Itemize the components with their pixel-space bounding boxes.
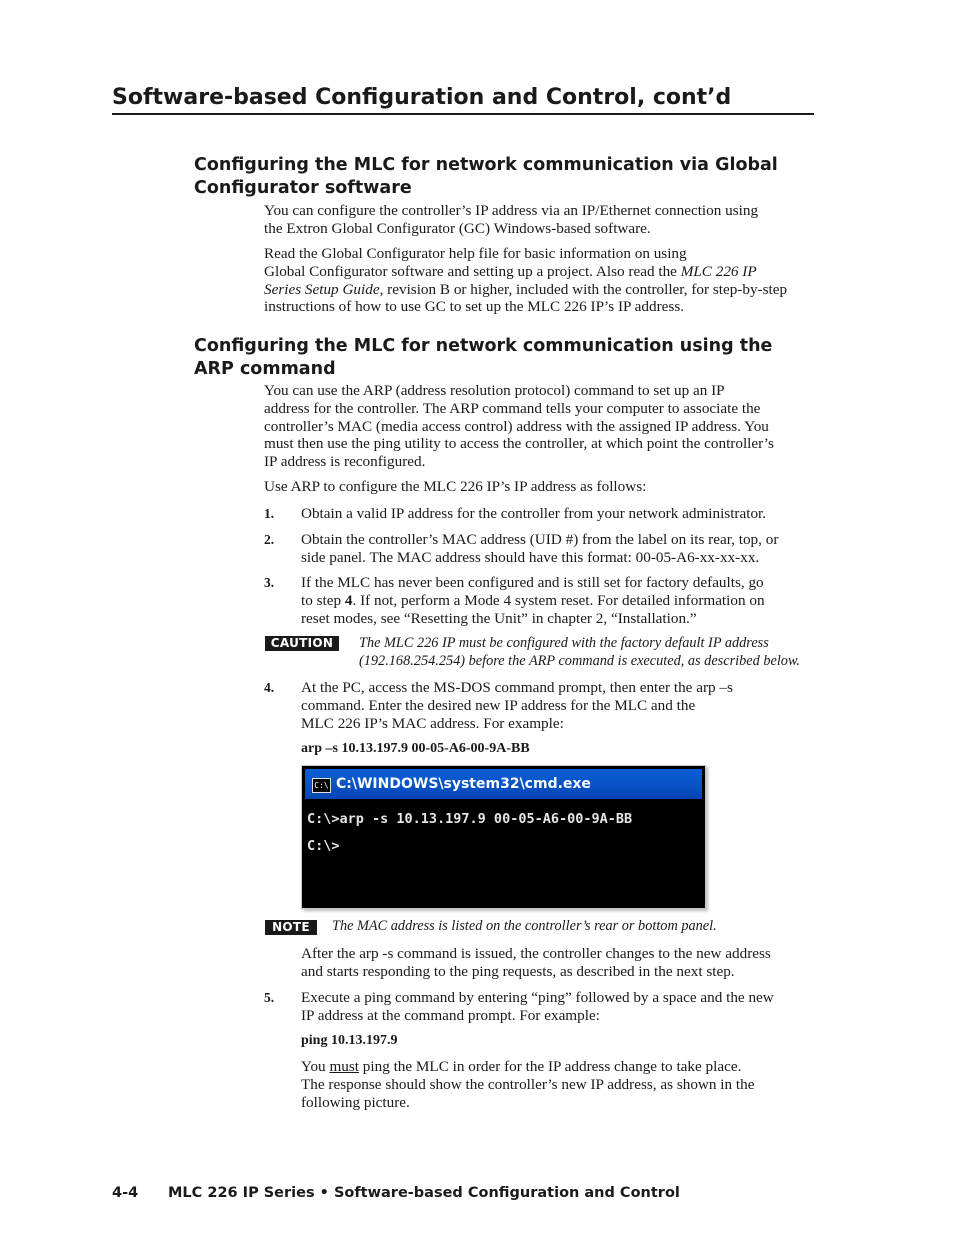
text-line: must then use the ping utility to access the controller, at which point the controller’s — [264, 435, 774, 453]
step-1-text: Obtain a valid IP address for the controller from your network administrator. — [301, 505, 767, 522]
must-underlined: must — [329, 1058, 359, 1075]
text-line: Obtain the controller’s MAC address (UID #) from the label on its rear, top, or — [301, 531, 779, 548]
ping-example-command: ping 10.13.197.9 — [301, 1033, 398, 1048]
text-line: controller’s MAC (media access control) address with the assigned IP address. You — [264, 417, 769, 435]
text-span: , revision B or higher, included with the controller, for step-by-step — [379, 280, 788, 298]
text-line — [301, 1058, 821, 1076]
guide-title-italic: Series Setup Guide — [264, 280, 380, 298]
text-line: instructions of how to use GC to set up the MLC 226 IP’s IP address. — [264, 298, 685, 316]
text-line: If the MLC has never been configured and is still set for factory defaults, go — [301, 574, 764, 591]
text-line: address for the controller. The ARP command tells your computer to associate the — [264, 399, 761, 417]
heading-line: ARP command — [194, 358, 336, 379]
step-number: 2. — [264, 532, 275, 547]
text-span: ping the MLC in order for the IP address change to take place. — [358, 1058, 742, 1075]
text-line: the Extron Global Configurator (GC) Windows-based software. — [264, 219, 651, 237]
text-line: The response should show the controller’s new IP address, as shown in the — [301, 1075, 755, 1093]
text-line: At the PC, access the MS-DOS command prompt, then enter the arp –s — [301, 679, 733, 696]
step-2-text — [301, 531, 821, 567]
guide-title-italic: MLC 226 IP — [680, 262, 757, 280]
text-span: You — [301, 1058, 330, 1075]
arp-intro-paragraph — [264, 382, 820, 471]
text-line: reset modes, see “Resetting the Unit” in chapter 2, “Installation.” — [301, 609, 697, 627]
step-number: 4. — [264, 680, 275, 695]
step-number: 3. — [264, 575, 275, 590]
text-line: Execute a ping command by entering “ping” followed by a space and the new — [301, 989, 774, 1006]
cmd-title-bar — [305, 769, 702, 799]
section-heading-global-configurator — [194, 154, 814, 199]
gc-intro-paragraph — [264, 202, 820, 238]
gc-help-paragraph — [264, 245, 820, 316]
text-line — [264, 281, 820, 299]
text-span: Global Configurator software and setting up a project. Also read the — [264, 262, 681, 280]
step-number: 1. — [264, 506, 275, 521]
caution-text — [359, 635, 819, 671]
step-number: 5. — [264, 990, 275, 1005]
cmd-icon: C:\ — [312, 778, 331, 793]
text-span: to step — [301, 591, 345, 609]
cmd-window-screenshot — [301, 765, 706, 909]
text-line: After the arp -s command is issued, the controller changes to the new address — [301, 945, 771, 962]
text-line: command. Enter the desired new IP address for the MLC and the — [301, 696, 696, 714]
arp-example-command: arp –s 10.13.197.9 00-05-A6-00-9A-BB — [301, 741, 530, 756]
text-line: MLC 226 IP’s MAC address. For example: — [301, 714, 564, 732]
cmd-window-title: C:\WINDOWS\system32\cmd.exe — [336, 776, 591, 792]
text-line: side panel. The MAC address should have this format: 00-05-A6-xx-xx-xx. — [301, 548, 760, 566]
text-span: . If not, perform a Mode 4 system reset. For detailed information on — [352, 591, 765, 609]
footer-text: MLC 226 IP Series • Software-based Configuration and Control — [168, 1185, 680, 1201]
cmd-output-line: C:\> — [307, 838, 340, 854]
step-3-text — [301, 574, 821, 627]
text-line — [264, 263, 820, 281]
text-line: You can use the ARP (address resolution protocol) command to set up an IP — [264, 382, 725, 399]
step-ref-bold: 4 — [344, 591, 353, 609]
text-line: IP address at the command prompt. For example: — [301, 1006, 600, 1024]
text-line: You can configure the controller’s IP address via an IP/Ethernet connection using — [264, 202, 759, 219]
heading-line: Configuring the MLC for network communication via Global — [194, 155, 778, 175]
must-ping-paragraph — [301, 1058, 821, 1111]
note-text: The MAC address is listed on the controller’s rear or bottom panel. — [332, 918, 717, 934]
caution-badge: CAUTION — [265, 636, 339, 651]
text-line: following picture. — [301, 1093, 410, 1111]
heading-line: Configurator software — [194, 177, 412, 198]
page-title: Software-based Configuration and Control, cont’d — [112, 85, 732, 110]
note-badge: NOTE — [265, 920, 317, 935]
text-line — [301, 592, 821, 610]
step-5-text — [301, 989, 821, 1025]
title-rule — [112, 113, 814, 115]
arp-use-line: Use ARP to configure the MLC 226 IP’s IP address as follows: — [264, 478, 647, 495]
section-heading-arp — [194, 335, 814, 380]
text-line: IP address is reconfigured. — [264, 453, 426, 471]
text-line: and starts responding to the ping requests, as described in the next step. — [301, 962, 735, 980]
cmd-output-line: C:\>arp -s 10.13.197.9 00-05-A6-00-9A-BB — [307, 811, 633, 827]
page-number: 4-4 — [112, 1185, 139, 1201]
text-line: (192.168.254.254) before the ARP command is executed, as described below. — [359, 652, 800, 669]
after-arp-paragraph — [301, 945, 821, 981]
text-line: The MLC 226 IP must be configured with the factory default IP address — [359, 635, 769, 651]
step-4-text — [301, 679, 821, 732]
heading-line: Configuring the MLC for network communication using the — [194, 336, 773, 356]
text-line: Read the Global Configurator help file for basic information on using — [264, 245, 687, 262]
